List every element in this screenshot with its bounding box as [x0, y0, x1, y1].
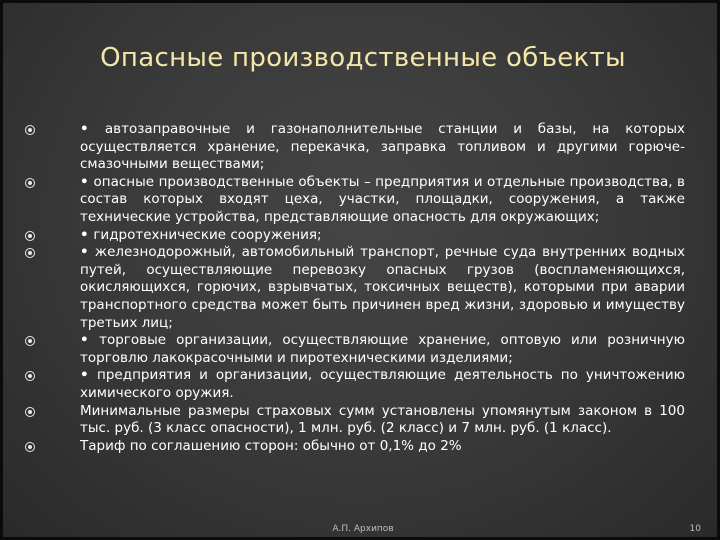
- bullet-item: [25, 403, 685, 438]
- bullet-circle-icon: [25, 231, 35, 241]
- bullet-text: предприятия и организации, осуществляющие деятельность по уничтожению химического оружия.: [80, 367, 685, 401]
- bullet-list: [25, 121, 685, 455]
- bullet-text: Тариф по соглашению сторон: обычно от 0,1% до 2%: [80, 437, 462, 454]
- page-number: 10: [689, 524, 701, 534]
- bullet-item: [25, 244, 685, 332]
- bullet-item: [25, 332, 685, 367]
- bullet-item: [25, 227, 685, 245]
- bullet-circle-icon: [25, 248, 35, 258]
- bullet-item: [25, 438, 685, 456]
- bullet-circle-icon: [25, 178, 35, 188]
- bullet-text: гидротехнические сооружения;: [93, 226, 322, 243]
- footer-author: А.П. Архипов: [332, 524, 394, 534]
- bullet-text: железнодорожный, автомобильный транспорт, речные суда внутренних водных путей, осуществляющие перевозку опасных грузов (воспламеняющихся, окисляющихся, горючих, взрывчатых, токсичных веществ), которыми при аварии транспортного средства может быть причинен вред жизни, здоровью и имуществу третьих лиц;: [80, 244, 685, 331]
- bullet-dot: •: [80, 226, 94, 243]
- bullet-text: опасные производственные объекты – предприятия и отдельные производства, в состав которых входят цеха, участки, площадки, сооружения, а также технические устройства, представляющие опасность для окружающих;: [80, 173, 685, 225]
- bullet-item: [25, 174, 685, 227]
- bullet-dot: •: [80, 173, 94, 190]
- bullet-item: [25, 121, 685, 174]
- bullet-circle-icon: [25, 336, 35, 346]
- bullet-dot: •: [80, 367, 98, 384]
- bullet-circle-icon: [25, 125, 35, 135]
- bullet-circle-icon: [25, 371, 35, 381]
- bullet-text: Минимальные размеры страховых сумм установлены упомянутым законом в 100 тыс. руб. (3 класс опасности), 1 млн. руб. (2 класс) и 7 млн. руб. (1 класс).: [80, 402, 685, 437]
- slide-title: Опасные производственные объекты: [100, 43, 626, 73]
- bullet-text: автозаправочные и газонаполнительные станции и базы, на которых осуществляется хранение, перекачка, заправка топливом и другими горюче-смазочными веществами;: [80, 121, 685, 173]
- bullet-circle-icon: [25, 442, 35, 452]
- bullet-dot: •: [80, 121, 105, 137]
- bullet-dot: •: [80, 244, 95, 261]
- bullet-item: [25, 367, 685, 402]
- bullet-text: торговые организации, осуществляющие хранение, оптовую или розничную торговлю лакокрасочными и пиротехническими изделиями;: [80, 332, 685, 366]
- bullet-circle-icon: [25, 407, 35, 417]
- bullet-dot: •: [80, 332, 100, 349]
